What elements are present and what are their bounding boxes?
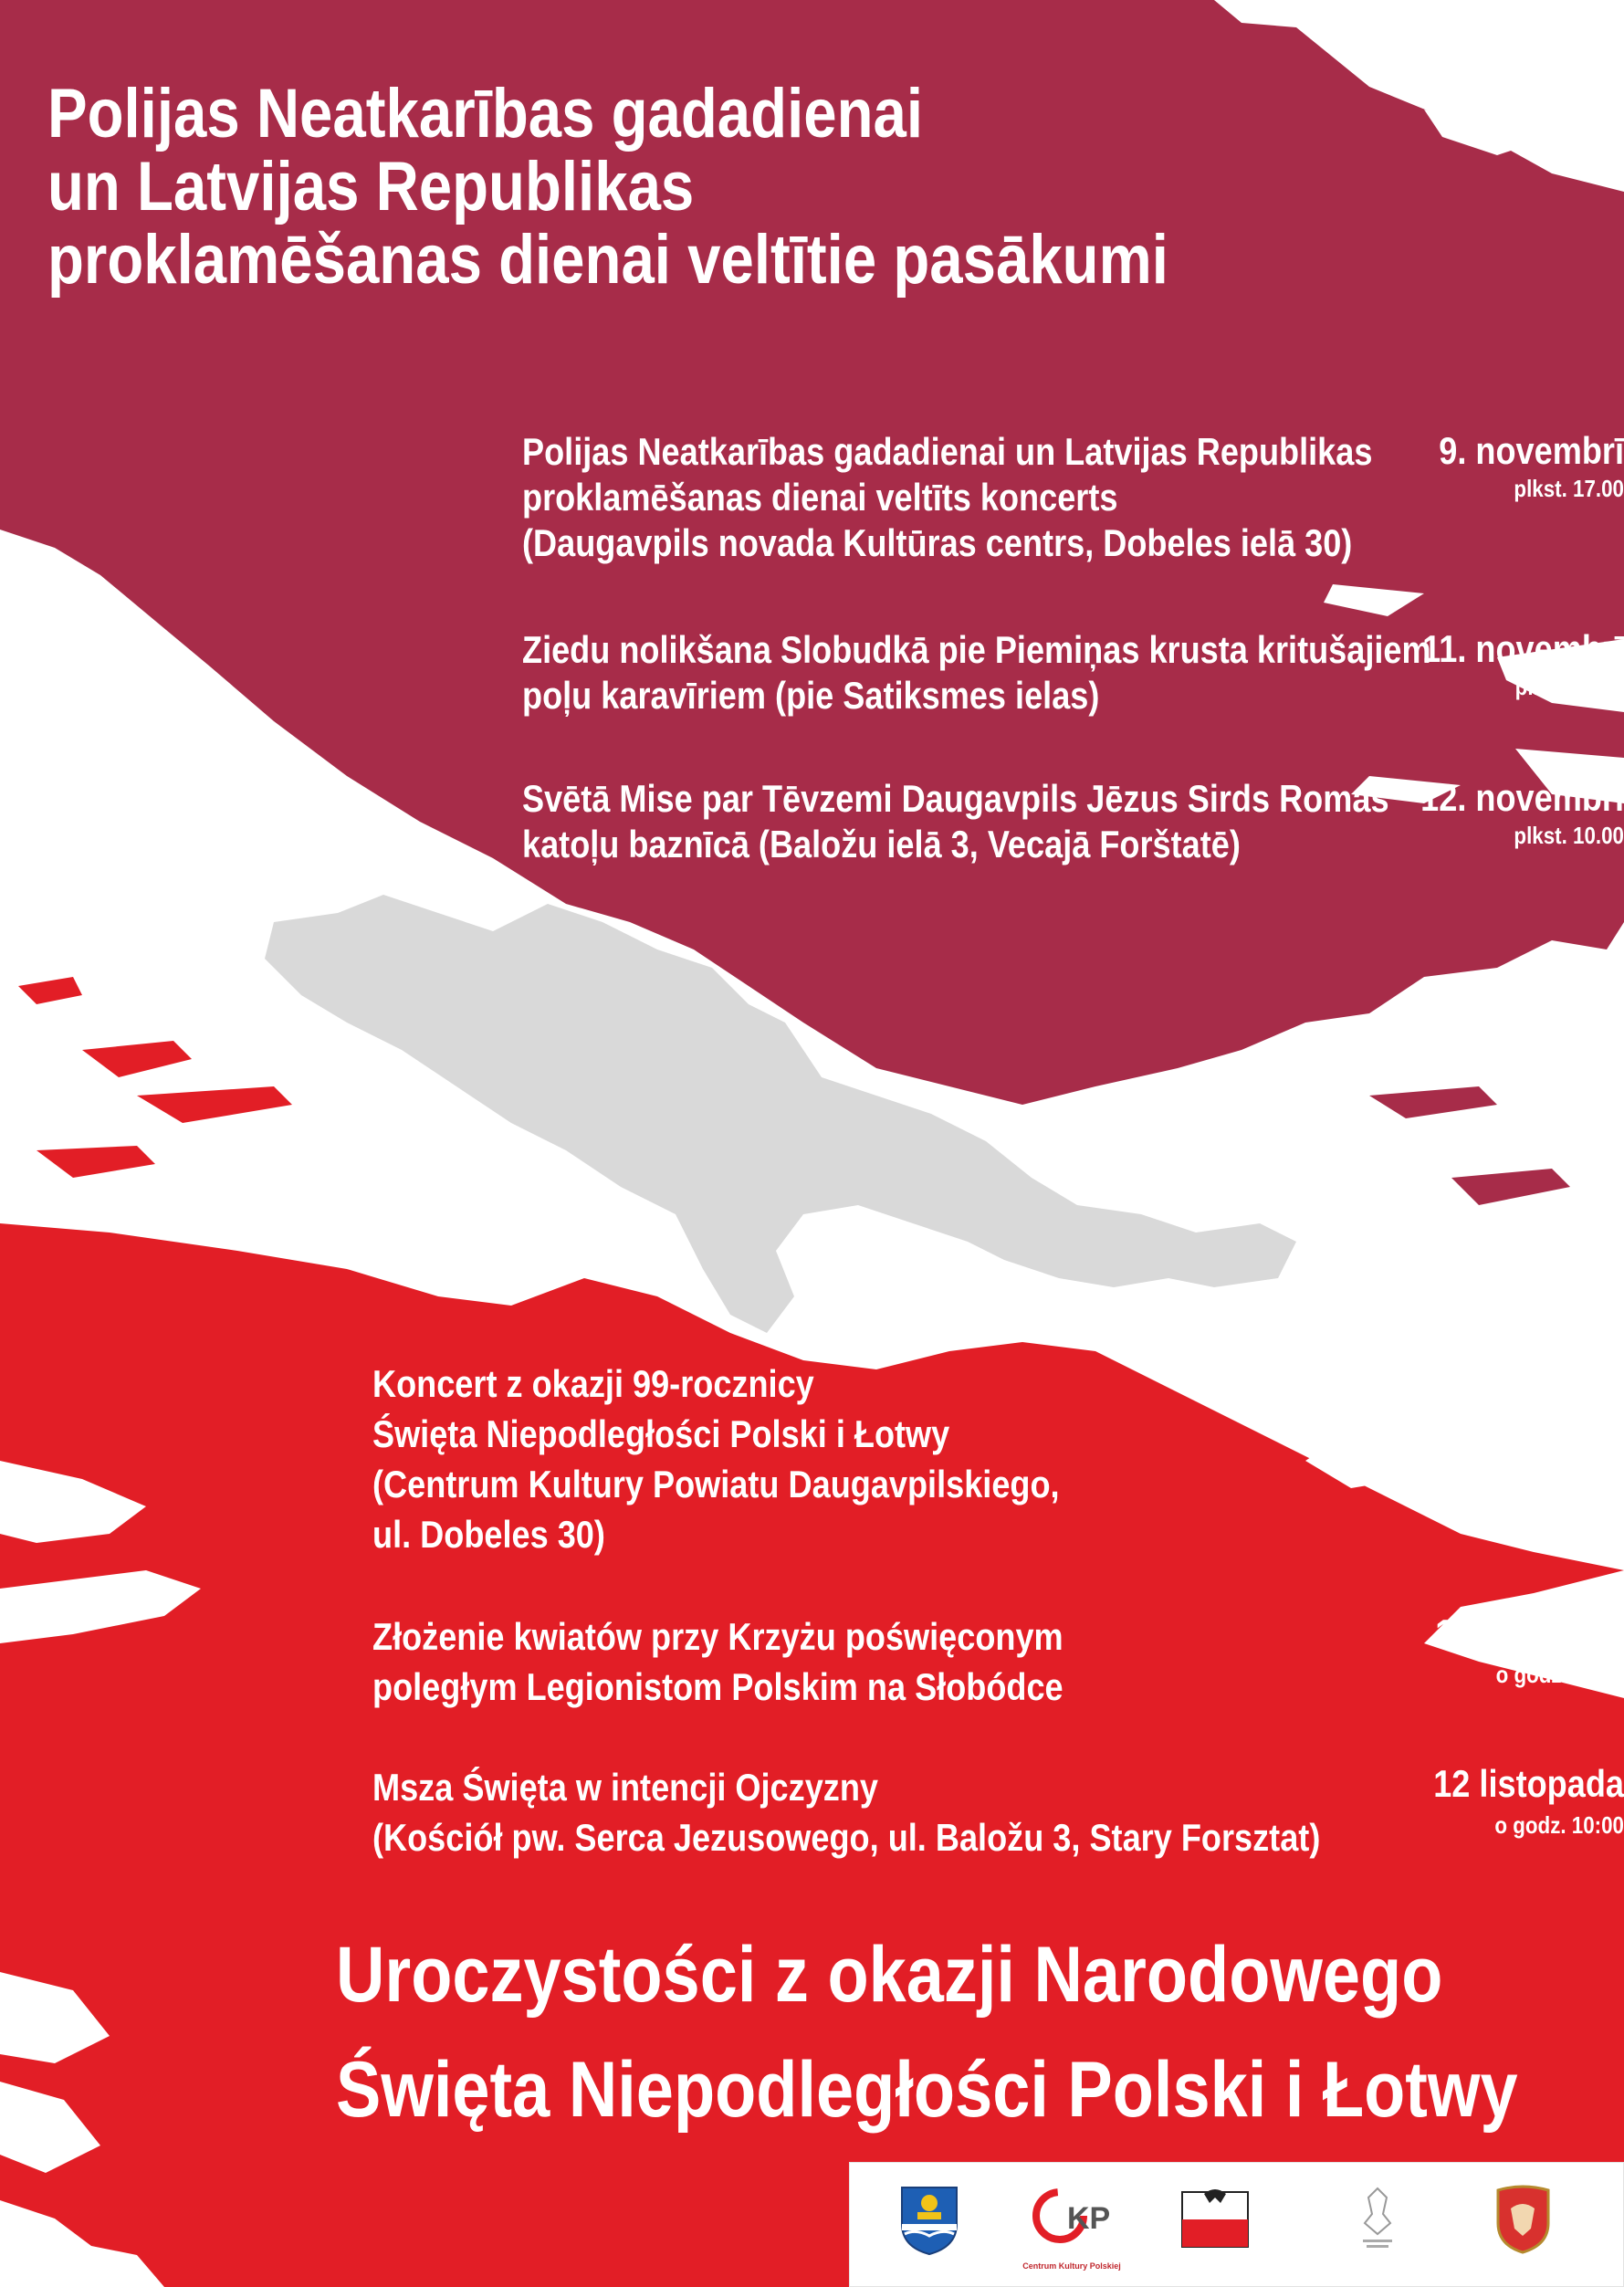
event-line: (Kościół pw. Serca Jezusowego, ul. Baložu 3, Stary Forsztat) (372, 1816, 1321, 1859)
event-description (522, 776, 1389, 867)
event-line: poļu karavīriem (pie Satiksmes ielas) (522, 674, 1100, 717)
event-line: Złożenie kwiatów przy Krzyżu poświęconym (372, 1615, 1063, 1658)
polish-heading-line: Święta Niepodległości Polski i Łotwy (336, 2046, 1518, 2134)
event-description (372, 1762, 1320, 1862)
event-line: Polijas Neatkarības gadadienai un Latvijas Republikas (522, 430, 1373, 473)
event-line: poległym Legionistom Polskim na Słobódce (372, 1665, 1063, 1708)
latvian-heading (47, 75, 1168, 299)
event-date: 12. novembrī (1420, 776, 1624, 819)
daugavpils-coat-of-arms-icon (897, 2183, 961, 2256)
sponsor-logo-strip (849, 2162, 1624, 2287)
ckp-logo-icon (1031, 2183, 1113, 2256)
event-time: o godz. 17:00 (1494, 1408, 1624, 1435)
latvian-heading-line: Polijas Neatkarības gadadienai (47, 75, 924, 152)
polish-flag-eagle-icon (1179, 2183, 1252, 2256)
event-date: 11 listopada (1435, 1611, 1624, 1654)
event-time: plkst. 17.00 (1514, 475, 1624, 502)
event-date: 9. novembrī (1439, 429, 1624, 472)
event-line: ul. Dobeles 30) (372, 1513, 605, 1556)
event-line: katoļu baznīcā (Baložu ielā 3, Vecajā Forštatē) (522, 823, 1241, 865)
event-line: Svētā Mise par Tēvzemi Daugavpils Jēzus Sirds Romas (522, 777, 1389, 820)
svg-text:KP: KP (1067, 2201, 1111, 2236)
event-line: Ziedu nolikšana Slobudkā pie Piemiņas krusta kritušajiem (522, 628, 1431, 671)
event-date: 9 listopada (1451, 1359, 1624, 1401)
event-time: o godz. 10:00 (1494, 1811, 1624, 1839)
ckp-logo-caption: Centrum Kultury Polskiej (1022, 2261, 1121, 2271)
event-description (372, 1611, 1063, 1712)
latvian-heading-line: un Latvijas Republikas (47, 148, 695, 226)
event-description (522, 627, 1431, 719)
consulate-emblem-icon (1350, 2183, 1405, 2256)
event-description (372, 1359, 1060, 1559)
heraldic-crest-icon (1489, 2183, 1557, 2256)
event-time: plkst. 11.00 (1514, 673, 1624, 700)
event-description (522, 429, 1372, 566)
event-line: (Daugavpils novada Kultūras centrs, Dobeles ielā 30) (522, 521, 1353, 564)
event-date: 12 listopada (1433, 1762, 1624, 1805)
latvian-heading-line: proklamēšanas dienai veltītie pasākumi (47, 221, 1168, 299)
polish-heading-line: Uroczystości z okazji Narodowego (336, 1931, 1443, 2019)
event-line: Koncert z okazji 99-rocznicy (372, 1362, 814, 1405)
event-time: o godz. 11:00 (1495, 1661, 1624, 1688)
polish-heading (336, 1917, 1518, 2147)
event-line: Msza Święta w intencji Ojczyzny (372, 1766, 879, 1809)
event-line: Święta Niepodległości Polski i Łotwy (372, 1412, 950, 1455)
event-date: 11. novembrī (1422, 627, 1624, 670)
event-time: plkst. 10.00 (1514, 822, 1624, 849)
event-line: proklamēšanas dienai veltīts koncerts (522, 476, 1118, 519)
event-line: (Centrum Kultury Powiatu Daugavpilskiego, (372, 1463, 1060, 1505)
